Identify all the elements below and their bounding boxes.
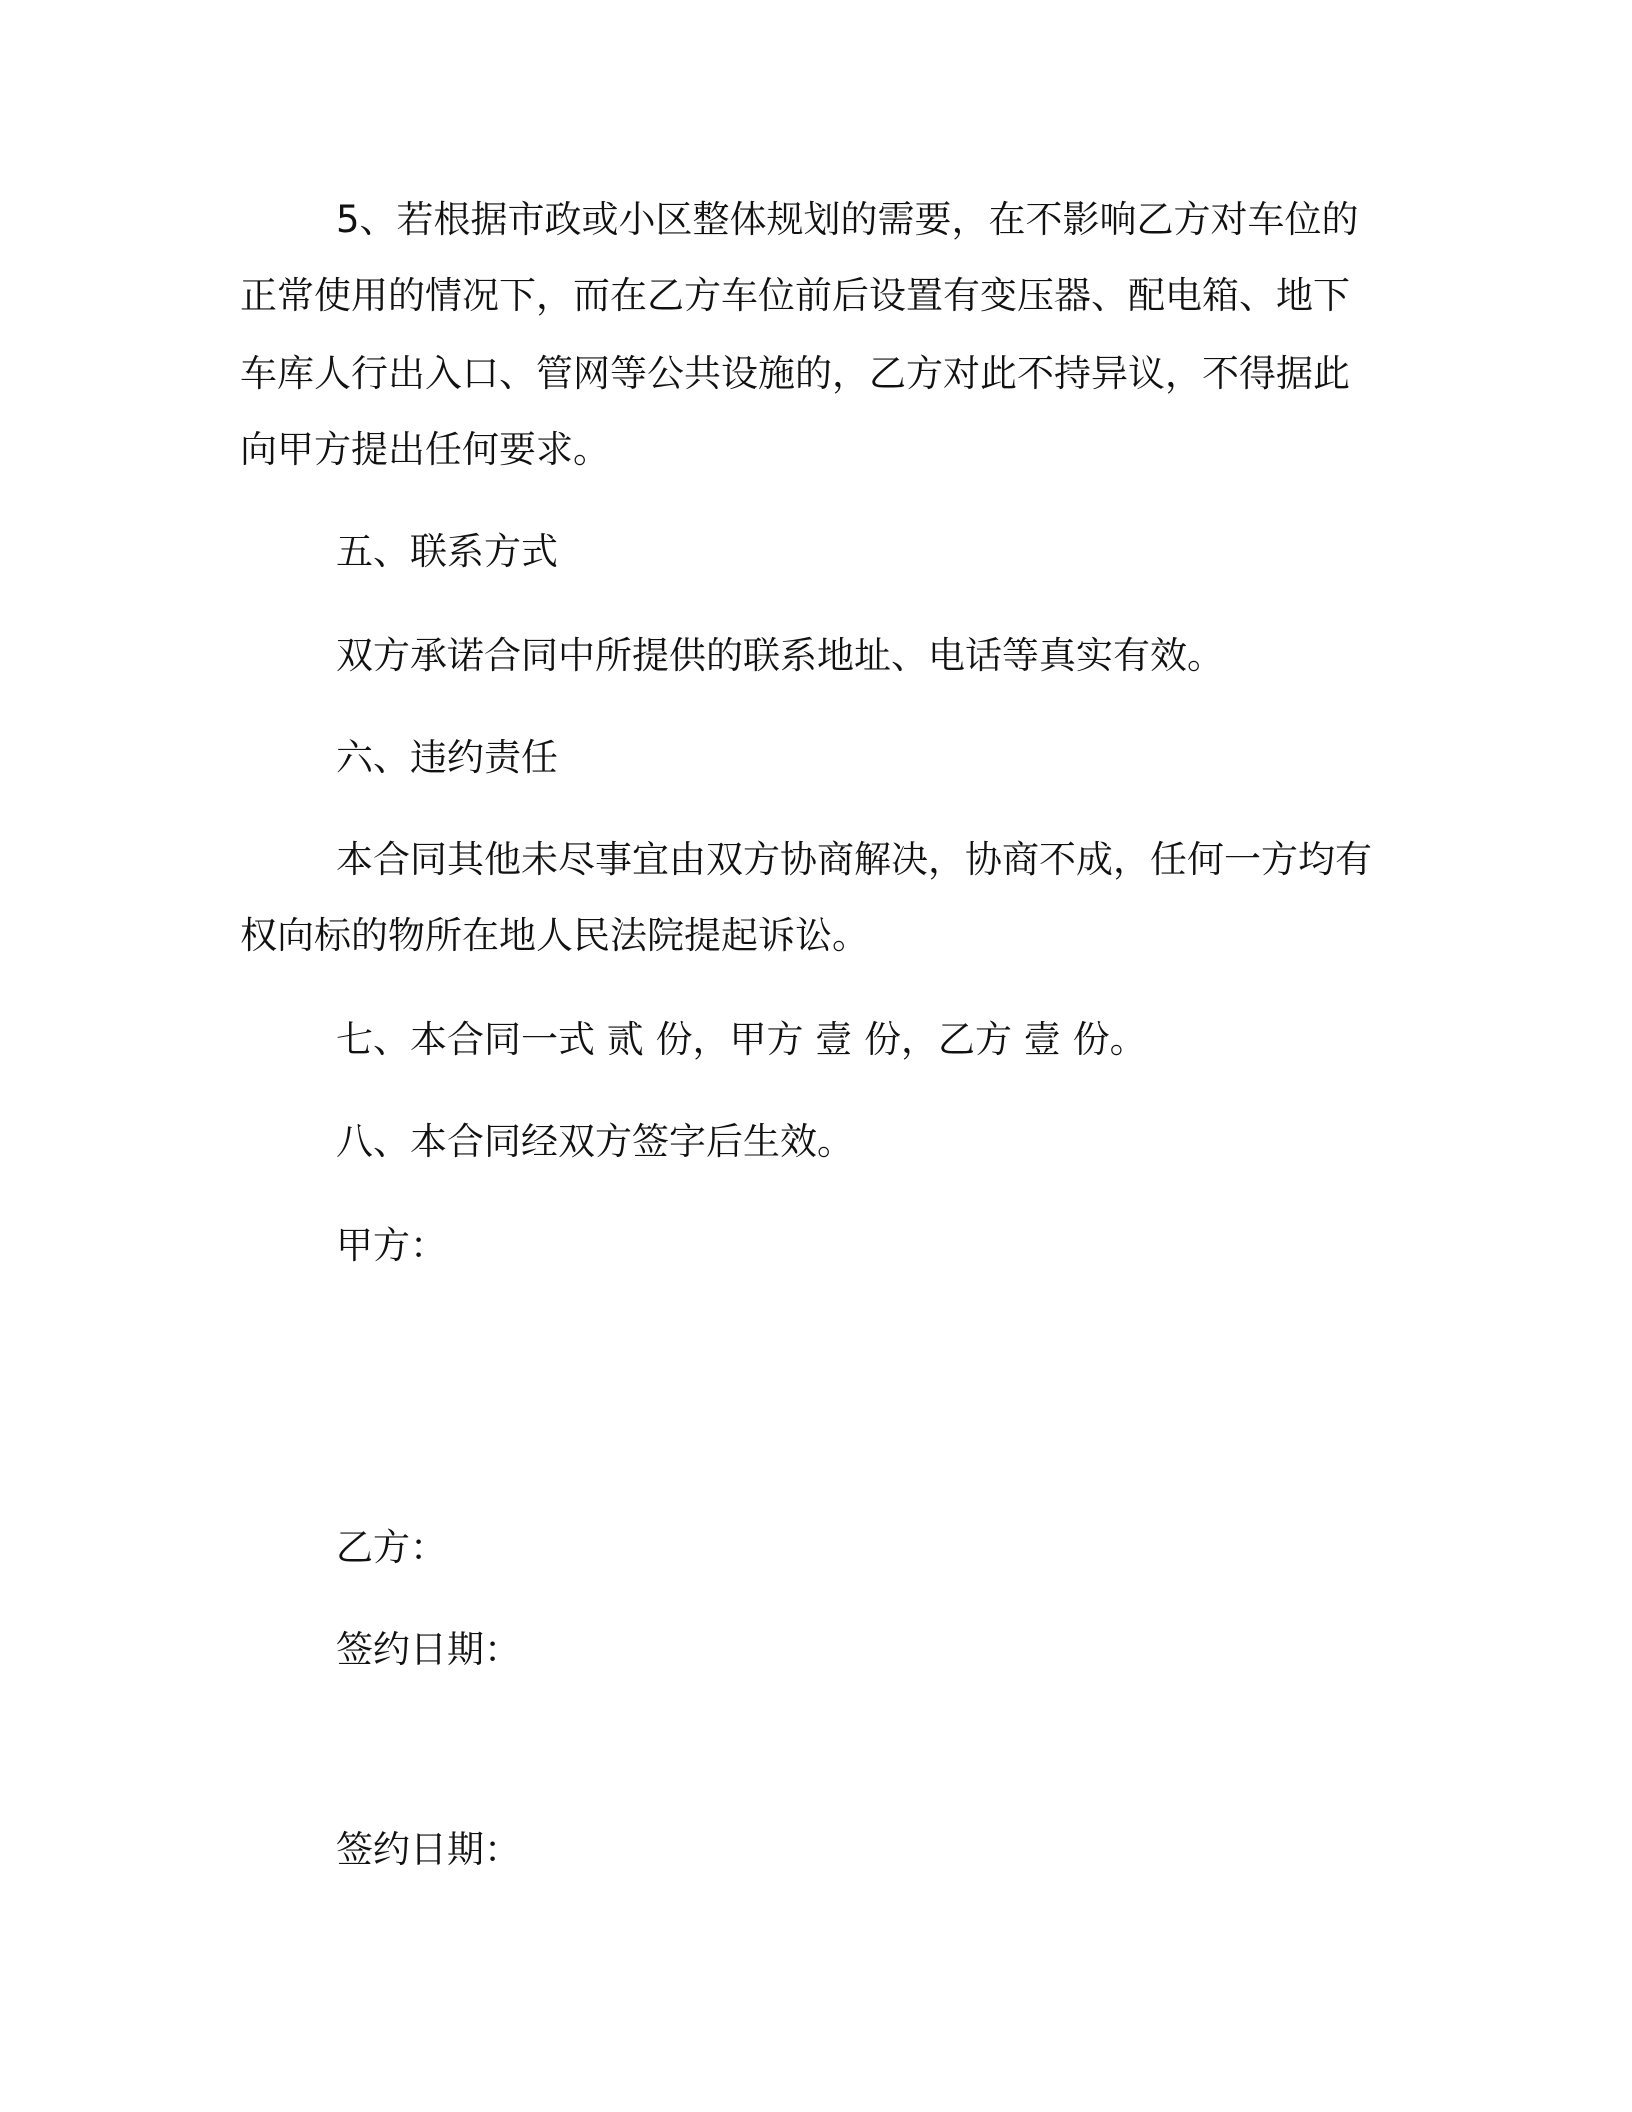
- section-5-heading: 五、联系方式: [336, 530, 558, 573]
- section-7-text: 七、本合同一式 贰 份，甲方 壹 份，乙方 壹 份。: [336, 1018, 1147, 1061]
- clause-5-line-4: 向甲方提出任何要求。: [240, 428, 610, 471]
- clause-5-line-1: 5、若根据市政或小区整体规划的需要，在不影响乙方对车位的: [336, 198, 1359, 241]
- section-5-text: 双方承诺合同中所提供的联系地址、电话等真实有效。: [336, 634, 1224, 677]
- clause-5-line-2: 正常使用的情况下，而在乙方车位前后设置有变压器、配电箱、地下: [240, 274, 1350, 317]
- section-6-line-1: 本合同其他未尽事宜由双方协商解决，协商不成，任何一方均有: [336, 838, 1372, 881]
- section-8-text: 八、本合同经双方签字后生效。: [336, 1120, 854, 1163]
- section-6-heading: 六、违约责任: [336, 736, 558, 779]
- party-a-label: 甲方：: [336, 1224, 447, 1267]
- section-6-line-2: 权向标的物所在地人民法院提起诉讼。: [240, 914, 869, 957]
- sign-date-label-1: 签约日期：: [336, 1628, 521, 1671]
- sign-date-label-2: 签约日期：: [336, 1828, 521, 1871]
- clause-5-line-3: 车库人行出入口、管网等公共设施的，乙方对此不持异议，不得据此: [240, 352, 1350, 395]
- party-b-label: 乙方：: [336, 1526, 447, 1569]
